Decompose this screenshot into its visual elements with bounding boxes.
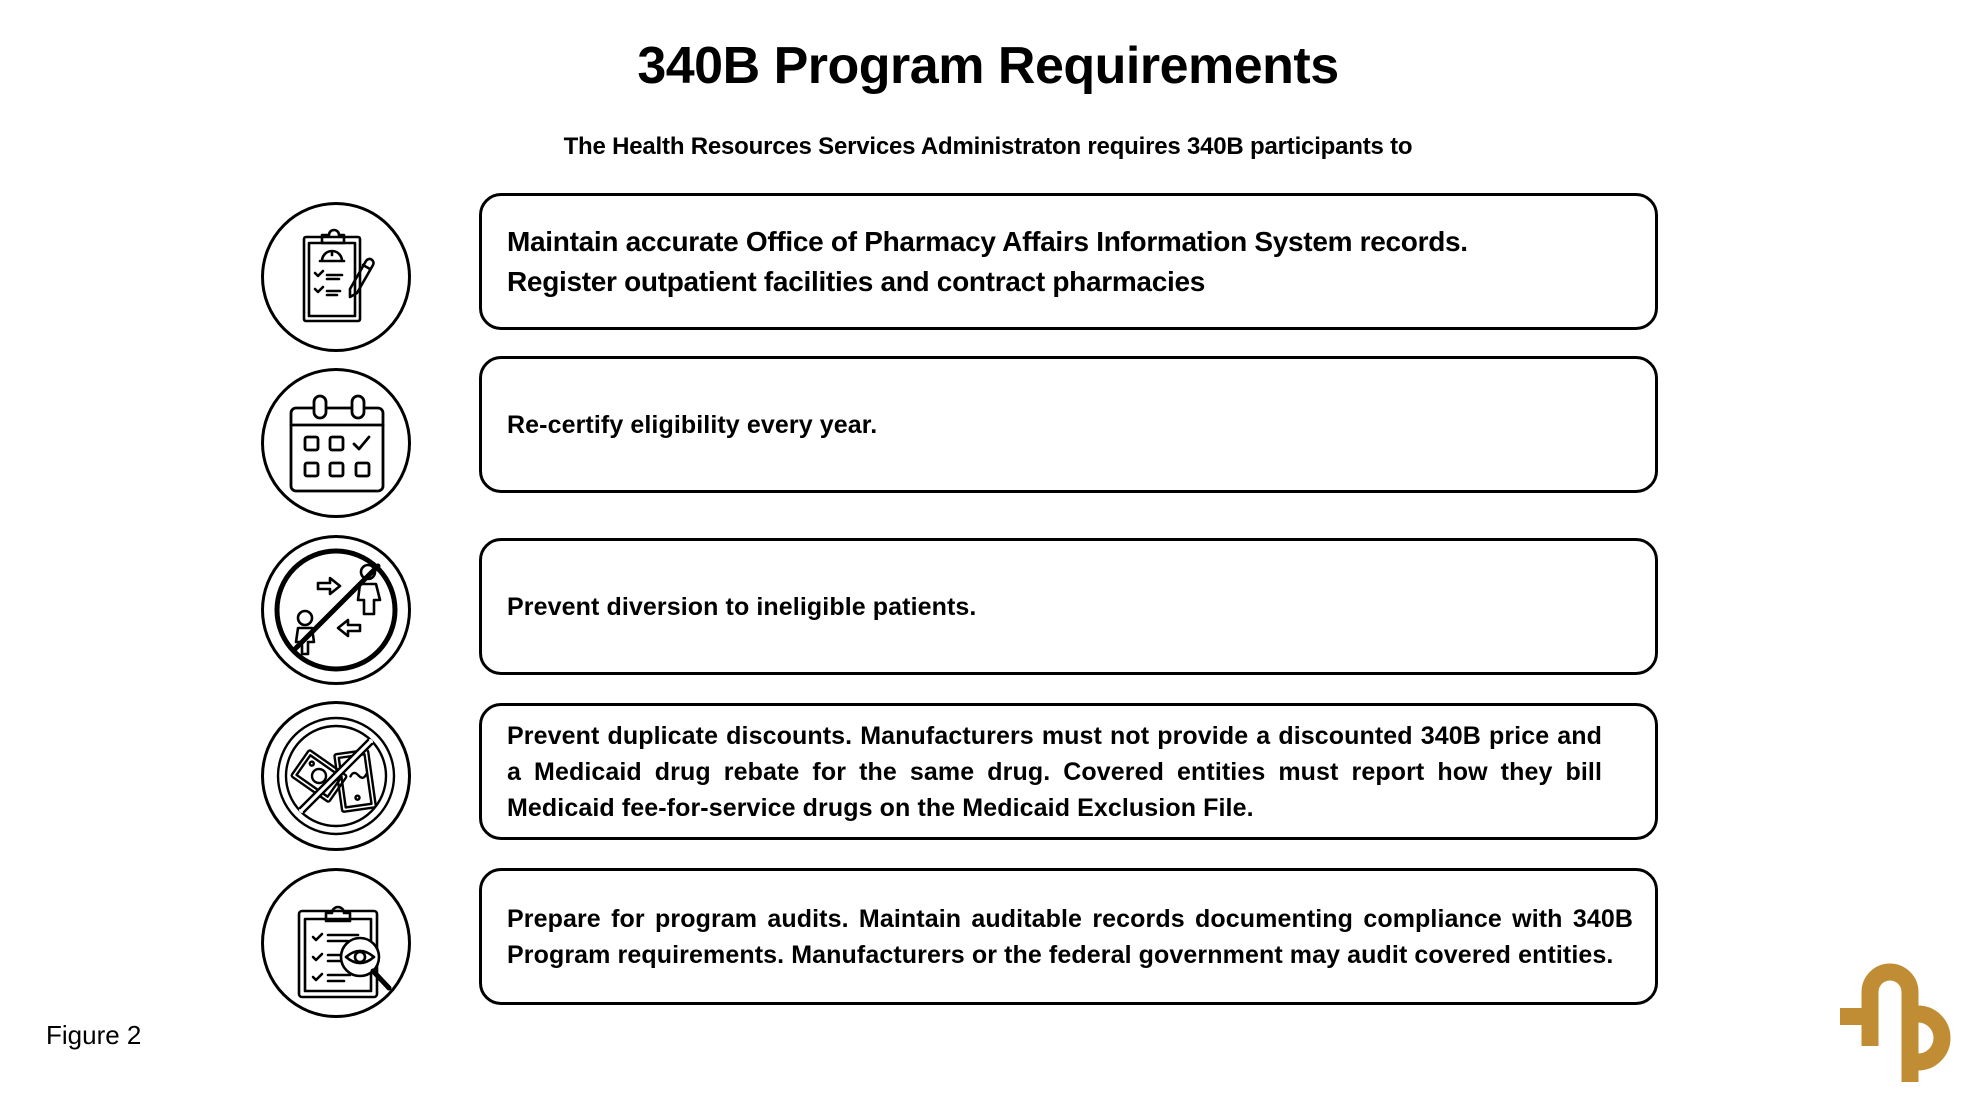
requirement-line: Register outpatient facilities and contract pharmacies — [507, 265, 1205, 297]
no-diversion-icon — [261, 535, 411, 685]
figure-label: Figure 2 — [46, 1020, 142, 1050]
requirement-line: Maintain accurate Office of Pharmacy Affairs Information System records. — [507, 225, 1468, 257]
requirement-card-duplicate-discounts — [479, 703, 1658, 840]
no-money-icon — [261, 701, 411, 851]
page-title: 340B Program Requirements — [637, 37, 1339, 95]
calendar-check-icon — [261, 368, 411, 518]
clipboard-checklist-pencil-icon — [261, 202, 411, 352]
requirement-text: Prevent diversion to ineligible patients. — [507, 592, 977, 621]
requirement-text — [507, 222, 1468, 302]
ap-monogram-logo — [1838, 958, 1962, 1082]
requirement-card-opais — [479, 193, 1658, 330]
requirement-card-diversion — [479, 538, 1658, 675]
audit-clipboard-magnifier-icon — [261, 868, 411, 1018]
requirement-text: Re-certify eligibility every year. — [507, 410, 878, 439]
requirement-text: Prepare for program audits. Maintain auditable records documenting compliance with 340B Program requirements. Manufacturers or the federal government may audit covered entities. — [507, 904, 1633, 969]
requirement-text: Prevent duplicate discounts. Manufacturers must not provide a discounted 340B price and a Medicaid drug rebate for the same drug. Covered entities must report how they bill Medicaid fee-for-service drugs on the Medicaid Exclusion File. — [507, 721, 1602, 822]
requirement-card-audits — [479, 868, 1658, 1005]
page-subtitle: The Health Resources Services Administraton requires 340B participants to — [563, 133, 1413, 160]
requirement-card-recertify — [479, 356, 1658, 493]
